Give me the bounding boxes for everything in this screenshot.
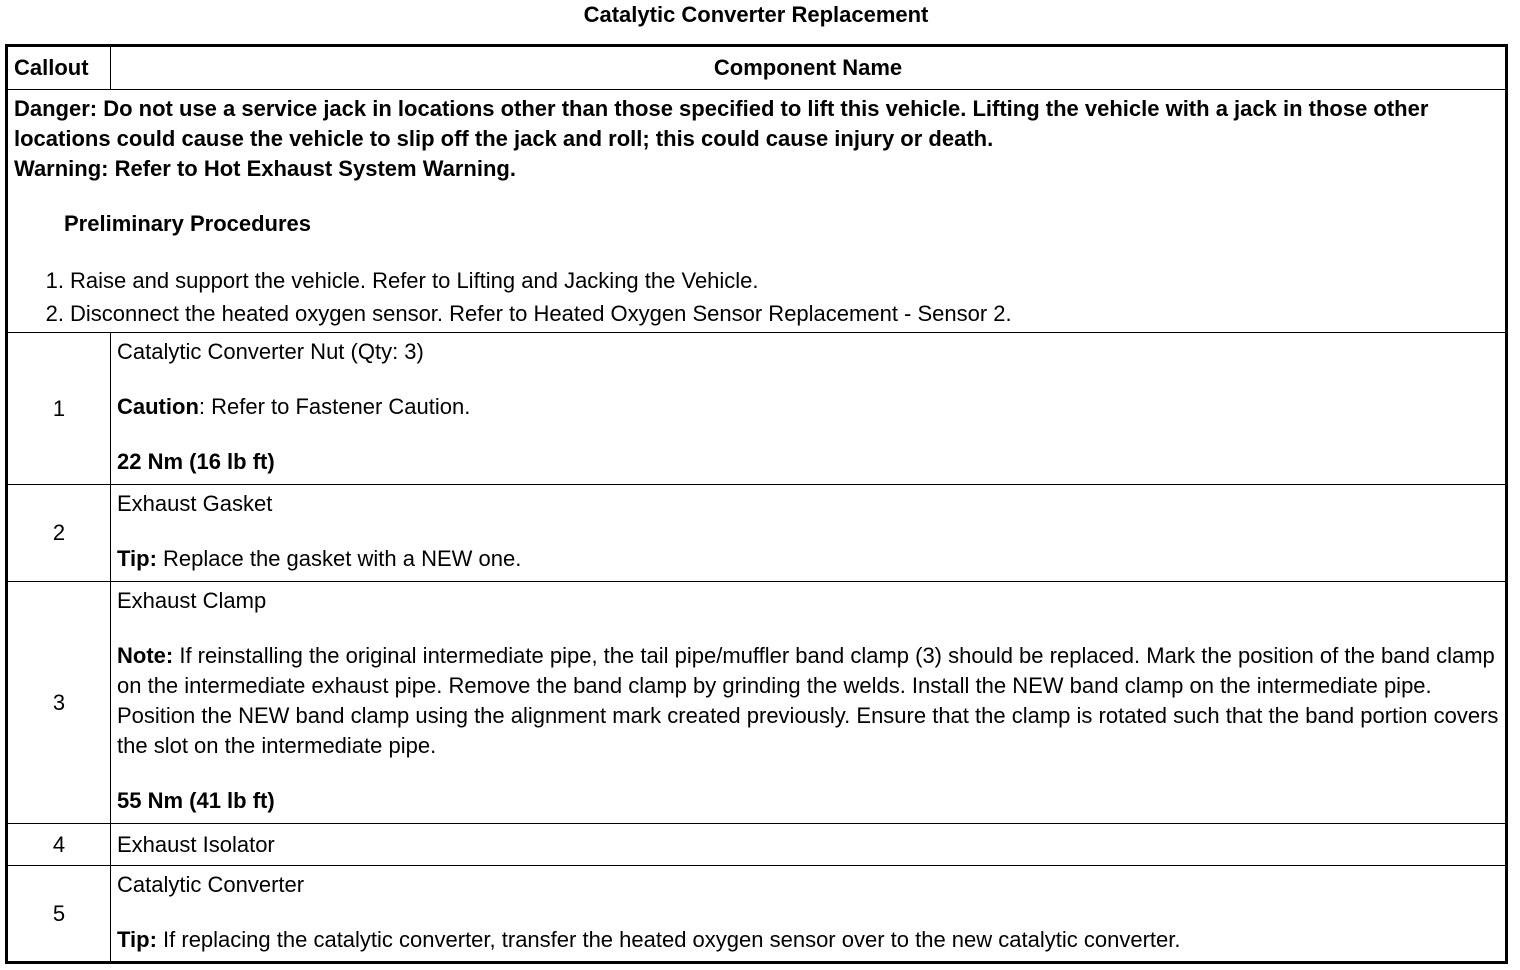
component-name: Catalytic Converter Nut (Qty: 3) bbox=[117, 339, 424, 364]
note-label: Tip: bbox=[117, 546, 157, 571]
callout-number: 3 bbox=[7, 582, 111, 824]
callout-number: 5 bbox=[7, 866, 111, 963]
danger-label: Danger: bbox=[14, 96, 98, 121]
table-row bbox=[7, 824, 1507, 866]
note-label: Tip: bbox=[117, 927, 157, 952]
note-text: Replace the gasket with a NEW one. bbox=[156, 546, 522, 571]
step-text: Disconnect the heated oxygen sensor. Refer to Heated Oxygen Sensor Replacement - Sensor 2. bbox=[70, 301, 1012, 326]
preliminary-heading: Preliminary Procedures bbox=[64, 211, 312, 236]
note-text: If reinstalling the original intermediate pipe, the tail pipe/muffler band clamp (3) should be replaced. Mark the position of the band clamp on the intermediate exhaust pipe. Remove the band clamp by grinding the welds. Install the NEW band clamp on the intermediate pipe. Position the NEW band clamp using the alignment mark created previously. Ensure that the clamp is rotated such that the band portion covers the slot on the intermediate pipe. bbox=[117, 643, 1499, 758]
table-header-row bbox=[7, 46, 1507, 90]
callout-number: 1 bbox=[7, 333, 111, 485]
table-row bbox=[7, 333, 1507, 485]
warning-notice bbox=[14, 154, 1499, 184]
torque-spec: 55 Nm (41 lb ft) bbox=[117, 788, 275, 813]
step-number: 2. bbox=[45, 301, 64, 326]
callout-number: 4 bbox=[7, 824, 111, 866]
component-name: Catalytic Converter bbox=[117, 872, 305, 897]
component-name: Exhaust Gasket bbox=[117, 491, 273, 516]
component-name: Exhaust Clamp bbox=[117, 588, 267, 613]
preliminary-steps bbox=[14, 264, 1499, 330]
list-item bbox=[14, 297, 1499, 330]
callout-number: 2 bbox=[7, 485, 111, 582]
component-note bbox=[117, 641, 1499, 761]
table-row bbox=[7, 485, 1507, 582]
component-note bbox=[117, 925, 1499, 955]
intro-row bbox=[7, 90, 1507, 333]
component-cell bbox=[111, 824, 1507, 866]
note-label: Caution bbox=[117, 394, 199, 419]
warning-text: Refer to Hot Exhaust System Warning. bbox=[108, 156, 516, 181]
component-name: Exhaust Isolator bbox=[117, 831, 275, 857]
component-note bbox=[117, 544, 1499, 574]
component-note bbox=[117, 392, 1499, 422]
table-row bbox=[7, 866, 1507, 963]
component-cell bbox=[111, 582, 1507, 824]
note-label: Note: bbox=[117, 643, 174, 668]
danger-text: Do not use a service jack in locations other than those specified to lift this vehicle. Lifting the vehicle with a jack in those other locations could cause the vehicle to slip off the jack and roll; this could cause injury or death. bbox=[14, 96, 1429, 151]
warning-label: Warning: bbox=[14, 156, 109, 181]
component-cell bbox=[111, 333, 1507, 485]
step-text: Raise and support the vehicle. Refer to Lifting and Jacking the Vehicle. bbox=[70, 268, 759, 293]
intro-cell bbox=[7, 90, 1507, 333]
procedure-table bbox=[5, 44, 1508, 964]
component-cell bbox=[111, 485, 1507, 582]
table-row bbox=[7, 582, 1507, 824]
danger-notice bbox=[14, 94, 1499, 154]
list-item bbox=[14, 264, 1499, 297]
component-name-header: Component Name bbox=[111, 46, 1507, 90]
callout-header: Callout bbox=[7, 46, 111, 90]
torque-spec: 22 Nm (16 lb ft) bbox=[117, 449, 275, 474]
note-text: : Refer to Fastener Caution. bbox=[198, 394, 471, 419]
step-number: 1. bbox=[45, 268, 64, 293]
component-cell bbox=[111, 866, 1507, 963]
note-text: If replacing the catalytic converter, transfer the heated oxygen sensor over to the new catalytic converter. bbox=[156, 927, 1181, 952]
page-title: Catalytic Converter Replacement bbox=[583, 2, 929, 27]
